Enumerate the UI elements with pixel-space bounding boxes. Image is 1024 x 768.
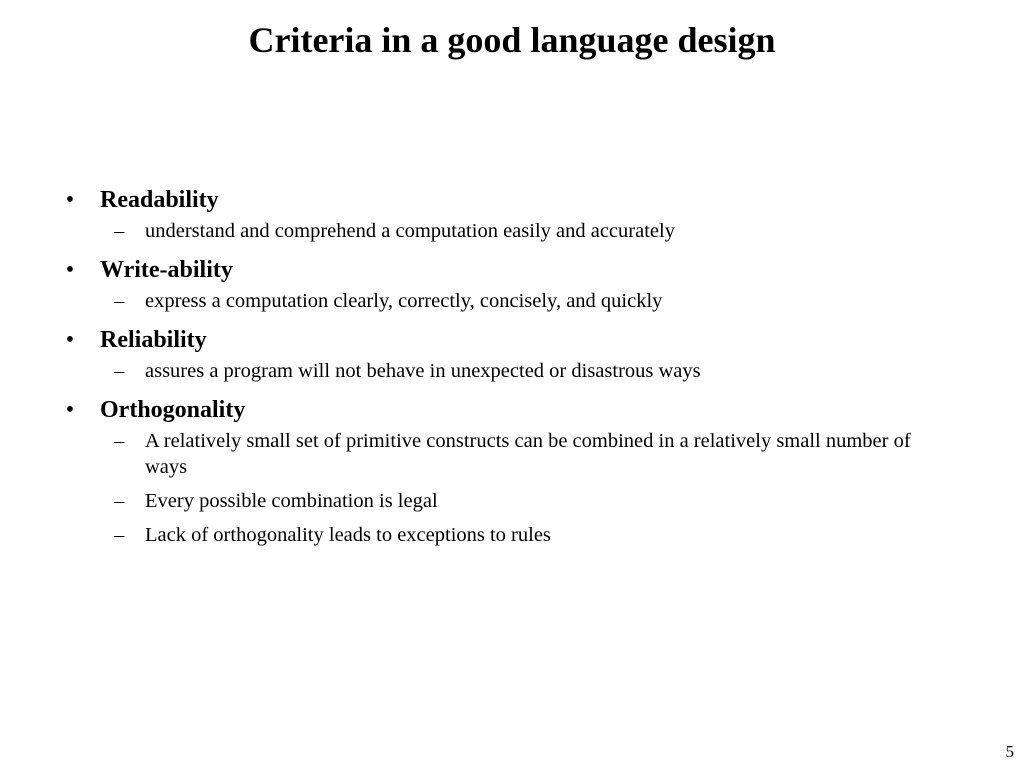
sub-item — [100, 358, 960, 384]
bullet-list — [60, 182, 960, 556]
sub-item — [100, 218, 960, 244]
bullet-label: Write-ability — [100, 257, 233, 283]
sub-item-text: Every possible combination is legal — [145, 490, 438, 512]
sub-item-text: A relatively small set of primitive constructs can be combined in a relatively small number of ways — [145, 430, 911, 478]
sub-item — [100, 428, 960, 480]
sub-item — [100, 288, 960, 314]
slide-title: Criteria in a good language design — [248, 20, 776, 60]
sub-list — [100, 428, 960, 548]
dash-icon: – — [114, 430, 125, 452]
bullet-dot-icon: • — [65, 397, 75, 423]
dash-icon: – — [114, 524, 125, 546]
sub-item — [100, 488, 960, 514]
dash-icon: – — [114, 360, 125, 382]
dash-icon: – — [114, 220, 125, 242]
sub-list — [100, 218, 960, 244]
bullet-item-readability — [60, 182, 960, 244]
bullet-item-write-ability — [60, 252, 960, 314]
sub-item — [100, 522, 960, 548]
dash-icon: – — [114, 490, 125, 512]
bullet-item-reliability — [60, 322, 960, 384]
sub-item-text: Lack of orthogonality leads to exceptions to rules — [145, 524, 551, 546]
bullet-label: Orthogonality — [100, 397, 246, 423]
sub-item-text: assures a program will not behave in unexpected or disastrous ways — [145, 360, 701, 382]
sub-item-text: understand and comprehend a computation easily and accurately — [145, 220, 675, 242]
sub-list — [100, 358, 960, 384]
bullet-label: Readability — [100, 187, 219, 213]
bullet-dot-icon: • — [65, 257, 75, 283]
bullet-dot-icon: • — [65, 187, 75, 213]
bullet-label: Reliability — [100, 327, 207, 353]
bullet-item-orthogonality — [60, 392, 960, 548]
sub-item-text: express a computation clearly, correctly, concisely, and quickly — [145, 290, 663, 312]
sub-list — [100, 288, 960, 314]
page-number: 5 — [1005, 742, 1014, 761]
dash-icon: – — [114, 290, 125, 312]
bullet-dot-icon: • — [65, 327, 75, 353]
